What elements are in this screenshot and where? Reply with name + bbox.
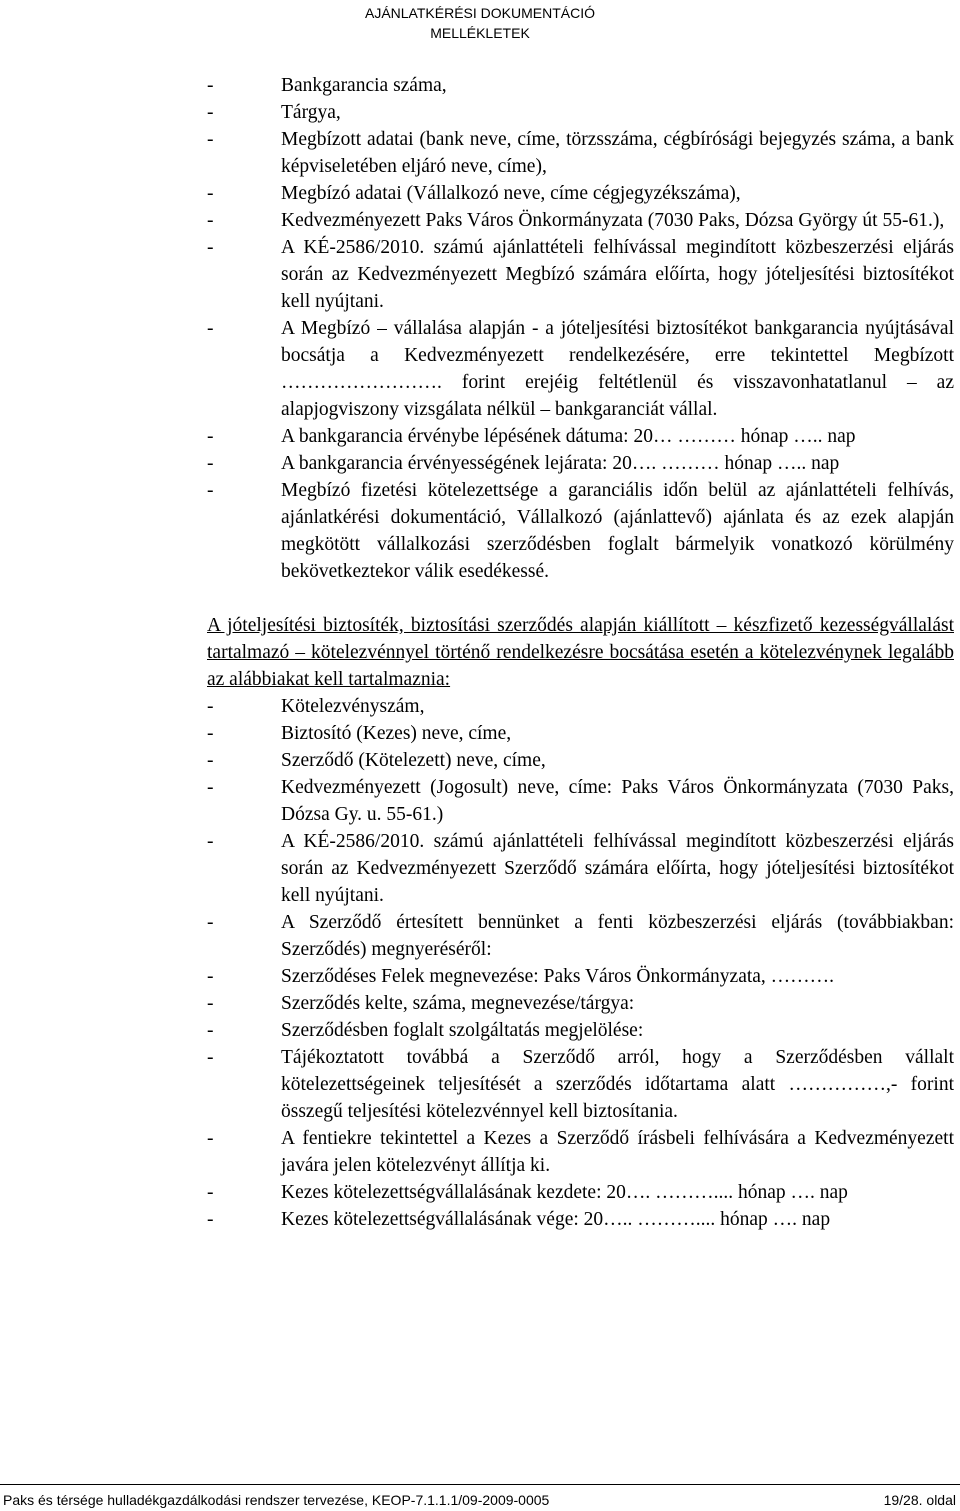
list-item: - A bankgarancia érvényességének lejárata: 20…. ……… hónap ….. nap — [207, 453, 840, 474]
header-subtitle: MELLÉKLETEK — [430, 25, 530, 41]
list-item: - Kedvezményezett (Jogosult) neve, címe: Paks Város Önkormányzata (7030 Paks, Dózsa Gy. u. 55-61.) — [207, 777, 954, 825]
document-body — [207, 72, 954, 1233]
list-item: - Kedvezményezett Paks Város Önkormányzata (7030 Paks, Dózsa György út 55-61.), — [207, 210, 945, 231]
list-item: - Szerződés kelte, száma, megnevezése/tárgya: — [207, 993, 635, 1014]
list-item: - Tárgya, — [207, 102, 341, 123]
section-intro: A jóteljesítési biztosíték, biztosítási szerződés alapján kiállított – készfizető kezességvállalást tartalmazó – kötelezvénnyel történő rendelkezésre bocsátása esetén a kötelezvénynek legalább az alábbiakat kell tartalmaznia: — [207, 615, 954, 690]
list-item: - Kezes kötelezettségvállalásának vége: 20….. ……….... hónap …. nap — [207, 1209, 831, 1230]
list-item: - A Megbízó – vállalása alapján - a jóteljesítési biztosítékot bankgarancia nyújtásával bocsátja a Kedvezményezett rendelkezésére, erre tekintettel Megbízott ……………………. forint erejéig feltétlenül és visszavonhatatlanul – az alapjogviszony vizsgálata nélkül – bankgaranciát vállal. — [207, 318, 954, 420]
list-item: - Megbízó adatai (Vállalkozó neve, címe cégjegyzékszáma), — [207, 183, 741, 204]
list-item: - Tájékoztatott továbbá a Szerződő arról, hogy a Szerződésben vállalt kötelezettségeinek teljesítését a szerződés időtartama alatt ……………,- forint összegű teljesítési kötelezvénnyel kell biztosítania. — [207, 1047, 954, 1122]
footer-divider — [0, 1484, 960, 1485]
list-item: - Szerződő (Kötelezett) neve, címe, — [207, 750, 546, 771]
surety-bond-list — [207, 693, 954, 1233]
list-item: - Kezes kötelezettségvállalásának kezdete: 20…. ……….... hónap …. nap — [207, 1182, 848, 1203]
page-number: 19/28. oldal — [883, 1492, 956, 1508]
list-item: - Bankgarancia száma, — [207, 75, 447, 96]
list-item: - Megbízott adatai (bank neve, címe, törzsszáma, cégbírósági bejegyzés száma, a bank képviseletében eljáró neve, címe), — [207, 129, 954, 177]
list-item: - Kötelezvényszám, — [207, 696, 425, 717]
list-item: - A KÉ-2586/2010. számú ajánlattételi felhívással megindított közbeszerzési eljárás során az Kedvezményezett Megbízó számára előírta, hogy jóteljesítési biztosítékot kell nyújtani. — [207, 237, 954, 312]
list-item: - A fentiekre tekintettel a Kezes a Szerződő írásbeli felhívására a Kedvezményezett javára jelen kötelezvényt állítja ki. — [207, 1128, 954, 1176]
list-item: - A KÉ-2586/2010. számú ajánlattételi felhívással megindított közbeszerzési eljárás során az Kedvezményezett Szerződő számára előírta, hogy jóteljesítési biztosítékot kell nyújtani. — [207, 831, 954, 906]
list-item: - Szerződéses Felek megnevezése: Paks Város Önkormányzata, ………. — [207, 966, 835, 987]
bank-guarantee-list — [207, 72, 954, 585]
header-title: AJÁNLATKÉRÉSI DOKUMENTÁCIÓ — [364, 5, 595, 21]
list-item: - Megbízó fizetési kötelezettsége a garanciális időn belül az ajánlattételi felhívás, ajánlatkérési dokumentáció, Vállalkozó (ajánlattevő) ajánlata és az ezek alapján megkötött vállalkozási szerződésben foglalt bármelyik vonatkozó körülmény bekövetkeztekor válik esedékessé. — [207, 480, 954, 582]
list-item: - A Szerződő értesített bennünket a fenti közbeszerzési eljárás (továbbiakban: Szerződés) megnyeréséről: — [207, 912, 954, 960]
footer-project-title: Paks és térsége hulladékgazdálkodási rendszer tervezése, KEOP-7.1.1.1/09-2009-0005 — [3, 1492, 550, 1508]
page-header — [0, 3, 960, 43]
list-item: - Szerződésben foglalt szolgáltatás megjelölése: — [207, 1020, 644, 1041]
list-item: - Biztosító (Kezes) neve, címe, — [207, 723, 512, 744]
list-item: - A bankgarancia érvénybe lépésének dátuma: 20… ……… hónap ….. nap — [207, 426, 856, 447]
